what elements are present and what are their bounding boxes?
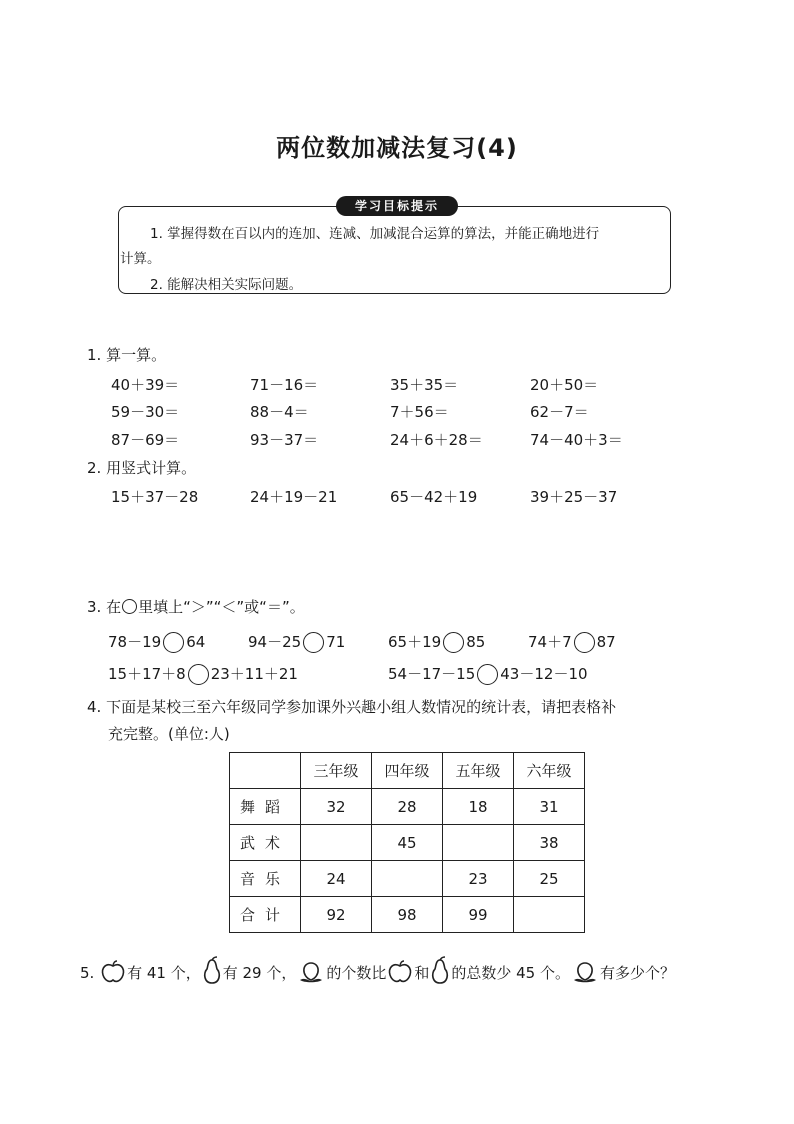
compare-circle[interactable] — [163, 632, 184, 653]
row-label: 武术 — [230, 825, 301, 861]
q4-line-2: 充完整。(单位:人) — [108, 725, 230, 743]
q1-problem: 24＋6＋28＝ — [390, 431, 483, 449]
q1-problem: 88－4＝ — [250, 403, 309, 421]
table-cell: 28 — [372, 789, 443, 825]
table-cell: 92 — [301, 897, 372, 933]
goal-line-1-cont: 计算。 — [120, 251, 161, 267]
table-cell: 98 — [372, 897, 443, 933]
page-title: 两位数加减法复习(4) — [276, 134, 518, 162]
q1-problem: 35＋35＝ — [390, 376, 459, 394]
table-cell: 18 — [443, 789, 514, 825]
goals-badge: 学习目标提示 — [336, 196, 458, 216]
stats-table — [229, 752, 585, 933]
row-label: 音乐 — [230, 861, 301, 897]
q3-compare: 15＋17＋8 23＋11＋21 — [108, 665, 298, 683]
q3-compare: 54－17－15 43－12－10 — [388, 665, 588, 683]
q3-compare: 78－19 64 — [108, 633, 206, 651]
table-cell: 32 — [301, 789, 372, 825]
table-cell: 31 — [514, 789, 585, 825]
compare-circle[interactable] — [443, 632, 464, 653]
q3-compare: 65＋19 85 — [388, 633, 486, 651]
table-header: 六年级 — [514, 753, 585, 789]
table-cell: 45 — [372, 825, 443, 861]
q2-problem: 15＋37－28 — [111, 488, 199, 506]
q1-problem: 93－37＝ — [250, 431, 319, 449]
circle-blank-icon — [122, 599, 137, 614]
q1-problem: 62－7＝ — [530, 403, 589, 421]
q2-title: 2. 用竖式计算。 — [87, 459, 197, 477]
table-header: 五年级 — [443, 753, 514, 789]
table-cell-blank[interactable] — [301, 825, 372, 861]
table-cell: 38 — [514, 825, 585, 861]
table-row — [230, 897, 585, 933]
q2-problem: 65－42＋19 — [390, 488, 478, 506]
q3-compare: 94－25 71 — [248, 633, 346, 651]
goal-line-1: 1. 掌握得数在百以内的连加、连减、加减混合运算的算法，并能正确地进行 — [150, 226, 600, 242]
row-label: 合计 — [230, 897, 301, 933]
q3-compare: 74＋7 87 — [528, 633, 616, 651]
q1-problem: 20＋50＝ — [530, 376, 599, 394]
table-cell-blank[interactable] — [372, 861, 443, 897]
table-header: 三年级 — [301, 753, 372, 789]
q1-problem: 71－16＝ — [250, 376, 319, 394]
table-row — [230, 861, 585, 897]
q1-problem: 87－69＝ — [111, 431, 180, 449]
apple-icon — [387, 960, 413, 988]
table-cell-blank[interactable] — [514, 897, 585, 933]
table-corner — [230, 753, 301, 789]
compare-circle[interactable] — [477, 664, 498, 685]
q1-problem: 40＋39＝ — [111, 376, 180, 394]
peach-icon — [297, 960, 325, 988]
table-row — [230, 789, 585, 825]
q3-title: 3. 在 里填上“＞”“＜”或“＝”。 — [87, 598, 305, 616]
compare-circle[interactable] — [303, 632, 324, 653]
apple-icon — [100, 960, 126, 988]
compare-circle[interactable] — [574, 632, 595, 653]
table-cell: 99 — [443, 897, 514, 933]
q4-line-1: 4. 下面是某校三至六年级同学参加课外兴趣小组人数情况的统计表，请把表格补 — [87, 698, 617, 716]
peach-icon — [571, 960, 599, 988]
q5-number: 5. — [80, 964, 95, 982]
q2-problem: 24＋19－21 — [250, 488, 338, 506]
q1-problem: 59－30＝ — [111, 403, 180, 421]
pear-icon — [202, 956, 222, 988]
goal-line-2: 2. 能解决相关实际问题。 — [150, 277, 303, 293]
row-label: 舞蹈 — [230, 789, 301, 825]
q1-problem: 7＋56＝ — [390, 403, 449, 421]
compare-circle[interactable] — [188, 664, 209, 685]
table-row — [230, 825, 585, 861]
table-header-row — [230, 753, 585, 789]
q5-line: 5. 有 41 个， 有 29 个， 的个数比 和 的总数少 45 个。 有多少个？ — [80, 956, 675, 988]
q2-problem: 39＋25－37 — [530, 488, 618, 506]
table-cell: 23 — [443, 861, 514, 897]
q1-problem: 74－40＋3＝ — [530, 431, 623, 449]
table-cell: 25 — [514, 861, 585, 897]
table-cell-blank[interactable] — [443, 825, 514, 861]
table-cell: 24 — [301, 861, 372, 897]
pear-icon — [430, 956, 450, 988]
q1-title: 1. 算一算。 — [87, 346, 167, 364]
table-header: 四年级 — [372, 753, 443, 789]
